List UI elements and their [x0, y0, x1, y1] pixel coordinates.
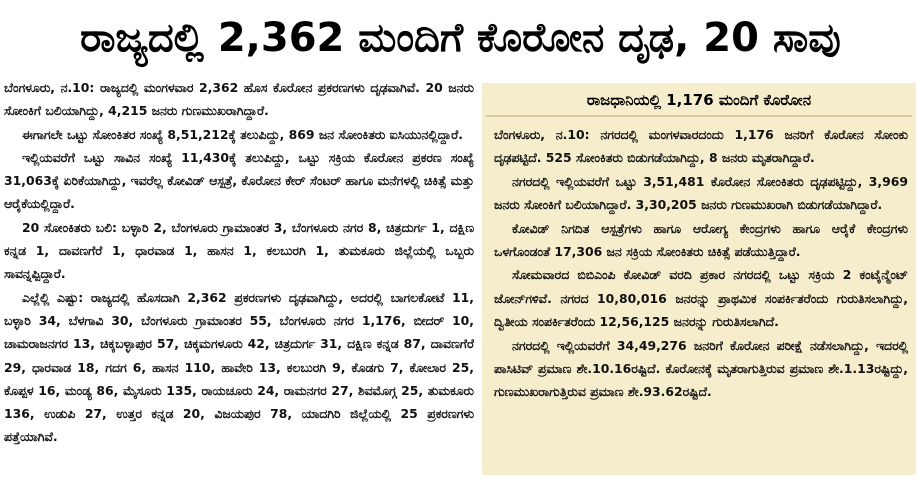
article-paragraph: ಈಗಾಗಲೇ ಒಟ್ಟು ಸೋಂಕಿತರ ಸಂಖ್ಯೆ 8,51,212ಕ್ಕೆ ತಲುಪಿದ್ದು, 869 ಜನ ಸೋಂಕಿತರು ಐಸಿಯುನಲ್ಲಿದ್ದಾರೆ. — [22, 126, 463, 142]
article-paragraph: ಎಲ್ಲೆಲ್ಲಿ ಎಷ್ಟು: ರಾಜ್ಯದಲ್ಲಿ ಹೊಸದಾಗಿ 2,362 ಪ್ರಕರಣಗಳು ದೃಢವಾಗಿದ್ದು, ಅದರಲ್ಲಿ ಬಾಗಲಕೋಟೆ 11, ಬಳ್ಳಾರಿ 34, ಬೆಳಗಾವಿ 30, ಬೆಂಗಳೂರು ಗ್ರಾಮಾಂತರ 55, ಬೆಂಗಳೂರು ನಗರ 1,176, ಬೀದರ್ 10, ಚಾಮರಾಜನಗರ 13, ಚಿಕ್ಕಬಳ್ಳಾಪುರ 57, ಚಿಕ್ಕಮಗಳೂರು 42, ಚಿತ್ರದುರ್ಗ 31, ದಕ್ಷಿಣ ಕನ್ನಡ 87, ದಾವಣಗೆರೆ 29, ಧಾರವಾಡ 18, ಗದಗ 6, ಹಾಸನ 110, ಹಾವೇರಿ 13, ಕಲಬುರಗಿ 9, ಕೊಡಗು 7, ಕೋಲಾರ 25, ಕೊಪ್ಪಳ 16, ಮಂಡ್ಯ 86, ಮೈಸೂರು 135, ರಾಯಚೂರು 24, ರಾಮನಗರ 27, ಶಿವಮೊಗ್ಗ 25, ತುಮಕೂರು 136, ಉಡುಪಿ 27, ಉತ್ತರ ಕನ್ನಡ 20, ವಿಜಯಪುರ 78, ಯಾದಗಿರಿ ಜಿಲ್ಲೆಯಲ್ಲಿ 25 ಪ್ರಕರಣಗಳು ಪತ್ತೆಯಾಗಿವೆ. — [4, 289, 474, 445]
sidebar-box-body — [482, 123, 916, 404]
box-paragraph: ನಗರದಲ್ಲಿ ಇಲ್ಲಿಯವರೆಗೆ 34,49,276 ಜನರಿಗೆ ಕೊರೋನ ಪರೀಕ್ಷೆ ನಡೆಸಲಾಗಿದ್ದು, ಇದರಲ್ಲಿ ಪಾಸಿಟಿವ್ ಪ್ರಮಾಣ ಶೇ.10.16ರಷ್ಟಿದೆ. ಕೊರೋನಕ್ಕೆ ಮೃತರಾಗುತ್ತಿರುವ ಪ್ರಮಾಣ ಶೇ.1.13ರಷ್ಟಿದ್ದು, ಗುಣಮುಖರಾಗುತ್ತಿರುವ ಪ್ರಮಾಣ ಶೇ.93.62ರಷ್ಟಿದೆ. — [494, 337, 908, 400]
main-article — [4, 76, 474, 476]
box-paragraph: ಬೆಂಗಳೂರು, ನ.10: ನಗರದಲ್ಲಿ ಮಂಗಳವಾರದಂದು 1,176 ಜನರಿಗೆ ಕೊರೋನ ಸೋಂಕು ದೃಢಪಟ್ಟಿದೆ. 525 ಸೋಂಕಿತರು ಬಿಡುಗಡೆಯಾಗಿದ್ದು, 8 ಜನರು ಮೃತರಾಗಿದ್ದಾರೆ. — [494, 127, 908, 166]
headline: ರಾಜ್ಯದಲ್ಲಿ 2,362 ಮಂದಿಗೆ ಕೊರೋನ ದೃಢ, 20 ಸಾವು — [80, 15, 841, 61]
article-paragraph: ಇಲ್ಲಿಯವರೆಗೆ ಒಟ್ಟು ಸಾವಿನ ಸಂಖ್ಯೆ 11,430ಕ್ಕೆ ತಲುಪಿದ್ದು, ಒಟ್ಟು ಸಕ್ರಿಯ ಕೊರೋನ ಪ್ರಕರಣ ಸಂಖ್ಯೆ 31,063ಕ್ಕೆ ಏರಿಕೆಯಾಗಿದ್ದು, ಇವರೆಲ್ಲ ಕೋವಿಡ್ ಆಸ್ಪತ್ರೆ, ಕೊರೋನ ಕೇರ್ ಸೆಂಟರ್ ಹಾಗೂ ಮನೆಗಳಲ್ಲಿ ಚಿಕಿತ್ಸೆ ಮತ್ತು ಆರೈಕೆಯಲ್ಲಿದ್ದಾರೆ. — [4, 149, 474, 212]
sidebar-box — [482, 83, 916, 475]
sidebar-box-title: ರಾಜಧಾನಿಯಲ್ಲಿ 1,176 ಮಂದಿಗೆ ಕೊರೋನ — [486, 91, 912, 117]
article-paragraph: 20 ಸೋಂಕಿತರು ಬಲಿ: ಬಳ್ಳಾರಿ 2, ಬೆಂಗಳೂರು ಗ್ರಾಮಾಂತರ 3, ಬೆಂಗಳೂರು ನಗರ 8, ಚಿತ್ರದುರ್ಗ 1, ದಕ್ಷಿಣ ಕನ್ನಡ 1, ದಾವಣಗೆರೆ 1, ಧಾರವಾಡ 1, ಹಾಸನ 1, ಕಲಬುರಗಿ 1, ತುಮಕೂರು ಜಿಲ್ಲೆಯಲ್ಲಿ ಒಬ್ಬರು ಸಾವನ್ನಪ್ಪಿದ್ದಾರೆ. — [4, 219, 474, 282]
box-paragraph: ಕೋವಿಡ್ ನಿಗದಿತ ಆಸ್ಪತ್ರೆಗಳು ಹಾಗೂ ಆರೋಗ್ಯ ಕೇಂದ್ರಗಳು ಹಾಗೂ ಆರೈಕೆ ಕೇಂದ್ರಗಳು ಒಳಗೊಂಡಂತೆ 17,306 ಜನ ಸಕ್ರಿಯ ಸೋಂಕಿತರು ಚಿಕಿತ್ಸೆ ಪಡೆಯುತ್ತಿದ್ದಾರೆ. — [494, 220, 908, 260]
box-paragraph: ಸೋಮವಾರದ ಬಿಬಿಎಂಪಿ ಕೋವಿಡ್ ವರದಿ ಪ್ರಕಾರ ನಗರದಲ್ಲಿ ಒಟ್ಟು ಸಕ್ರಿಯ 2 ಕಂಟೈನ್ಮೆಂಟ್ ಜೋನ್‌ಗಳಿವೆ. ನಗರದ 10,80,016 ಜನರನ್ನು ಪ್ರಾಥಮಿಕ ಸಂಪರ್ಕಿತರೆಂದು ಗುರುತಿಸಲಾಗಿದ್ದು, ದ್ವಿತೀಯ ಸಂಪರ್ಕಿತರೆಂದು 12,56,125 ಜನರನ್ನು ಗುರುತಿಸಲಾಗಿದೆ. — [494, 267, 908, 330]
box-paragraph: ನಗರದಲ್ಲಿ ಇಲ್ಲಿಯವರೆಗೆ ಒಟ್ಟು 3,51,481 ಕೊರೋನ ಸೋಂಕಿತರು ದೃಢಪಟ್ಟಿದ್ದು, 3,969 ಜನರು ಸೋಂಕಿಗೆ ಬಲಿಯಾಗಿದ್ದಾರೆ. 3,30,205 ಜನರು ಗುಣಮುಖರಾಗಿ ಬಿಡುಗಡೆಯಾಗಿದ್ದಾರೆ. — [494, 173, 908, 213]
article-paragraph: ಬೆಂಗಳೂರು, ನ.10: ರಾಜ್ಯದಲ್ಲಿ ಮಂಗಳವಾರ 2,362 ಹೊಸ ಕೊರೋನ ಪ್ರಕರಣಗಳು ದೃಢವಾಗಿವೆ. 20 ಜನರು ಸೋಂಕಿಗೆ ಬಲಿಯಾಗಿದ್ದು, 4,215 ಜನರು ಗುಣಮುಖರಾಗಿದ್ದಾರೆ. — [4, 80, 474, 119]
